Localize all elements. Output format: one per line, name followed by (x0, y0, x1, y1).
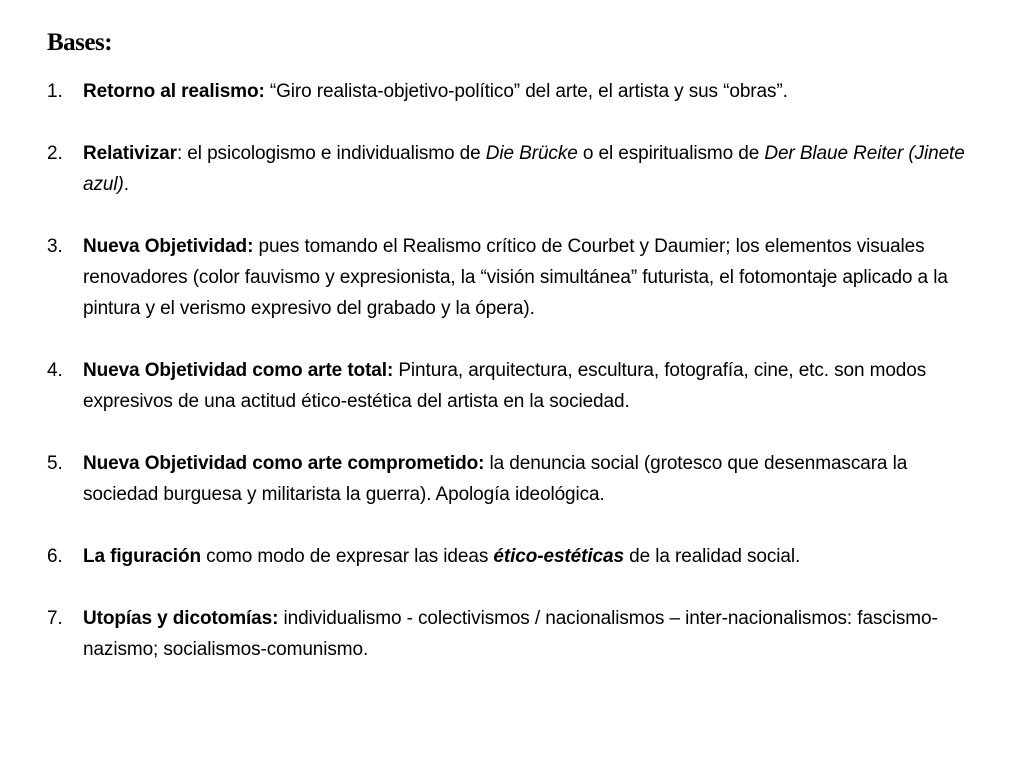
item-body: pues tomando el Realismo crítico de Courbet y Daumier; los elementos visuales renovadores (color fauvismo y expresionista, la “visión simultánea” futurista, el fotomontaje aplicado a la pintura y el verismo expresivo del grabado y la ópera). (83, 236, 948, 319)
item-heading: Relativizar (83, 143, 177, 164)
item-body: la denuncia social (grotesco que desenmascara la sociedad burguesa y militarista la guerra). Apología ideológica. (83, 453, 908, 505)
slide-title: Bases: (47, 29, 113, 56)
item-text (83, 448, 977, 510)
item-number: 5. (47, 453, 63, 474)
item-heading: Nueva Objetividad: (83, 236, 254, 257)
item-body: como modo de expresar las ideas (201, 546, 494, 567)
item-text (83, 138, 977, 200)
item-bold-italic: ético-estéticas (493, 546, 624, 567)
item-text (83, 76, 977, 107)
item-heading: Nueva Objetividad como arte total: (83, 360, 394, 381)
item-heading: La figuración (83, 546, 201, 567)
item-text (83, 231, 977, 324)
item-heading: Retorno al realismo: (83, 81, 265, 102)
item-heading: Nueva Objetividad como arte comprometido: (83, 453, 485, 474)
item-number: 4. (47, 360, 63, 381)
item-number: 3. (47, 236, 63, 257)
item-body: o el espiritualismo de (577, 143, 765, 164)
item-body: Pintura, arquitectura, escultura, fotografía, cine, etc. son modos expresivos de una actitud ético-estética del artista en la sociedad. (83, 360, 927, 412)
list-item (47, 231, 977, 324)
item-body: “Giro realista-objetivo-político” del arte, el artista y sus “obras”. (264, 81, 788, 102)
list-item (47, 541, 977, 572)
list-item (47, 603, 977, 665)
item-italic: Der Blaue Reiter (Jinete azul) (83, 143, 965, 195)
item-text (83, 355, 977, 417)
item-number: 2. (47, 143, 63, 164)
item-number: 6. (47, 546, 63, 567)
item-body: individualismo - colectivismos / nacionalismos – inter-nacionalismos: fascismo-nazismo; socialismos-comunismo. (83, 608, 938, 660)
list-item (47, 138, 977, 200)
list-item (47, 448, 977, 510)
item-text (83, 541, 977, 572)
item-body: . (123, 174, 129, 195)
list-item (47, 76, 977, 107)
item-heading: Utopías y dicotomías: (83, 608, 279, 629)
item-body: de la realidad social. (623, 546, 801, 567)
item-number: 1. (47, 81, 63, 102)
item-text (83, 603, 977, 665)
item-body: : el psicologismo e individualismo de (176, 143, 486, 164)
item-number: 7. (47, 608, 63, 629)
item-italic: Die Brücke (485, 143, 578, 164)
numbered-list (47, 76, 977, 665)
list-item (47, 355, 977, 417)
